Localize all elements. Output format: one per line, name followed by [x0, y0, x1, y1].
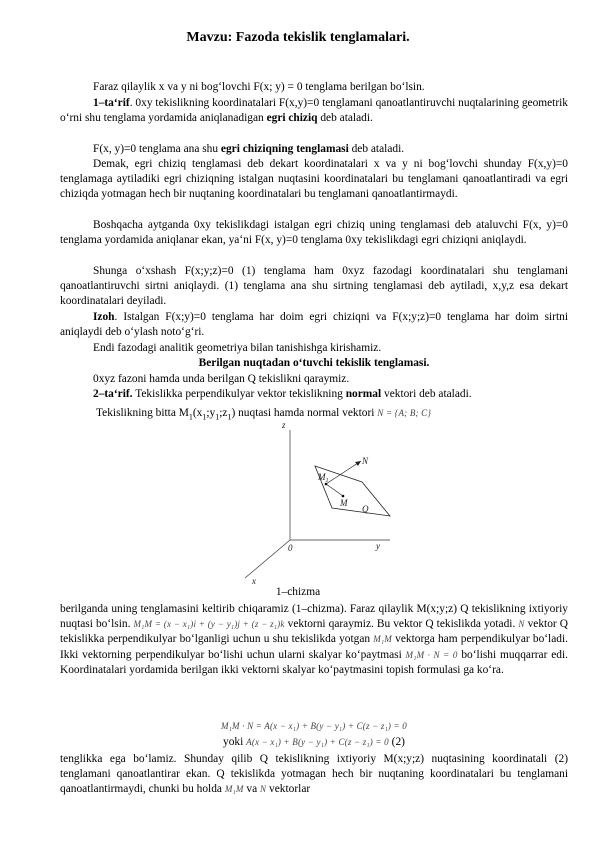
- conclusion-n: N: [260, 784, 267, 795]
- definition-1-text-a: . 0xy tekislikning koordinatalari F(x,y)=0 tenglamani qanoatlantiruvchi nuqtalarining geometrik o‘rni shu tenglama yordamida aniqlanadigan: [60, 97, 568, 125]
- equation-1: [60, 719, 568, 734]
- conclusion-m1m: M₁M: [224, 784, 244, 795]
- definition-1-text-b: deb ataladi.: [317, 112, 373, 125]
- derivation-b: vektorni qaraymiz. Bu vektor Q tekislikda yotadi.: [284, 618, 519, 631]
- given-point-b: (x: [192, 407, 203, 419]
- section-subtitle: [60, 356, 568, 371]
- derivation-c: vektor Q tekislikka perpendikulyar bo‘lganligi uchun u shu tekislikda yotgan: [60, 618, 568, 646]
- paragraph-definition-1: [60, 96, 568, 126]
- surface-text: Shunga o‘xshash F(x;y;z)=0 (1) tenglama ham 0xyz fazodagi koordinatalari shu tenglamani qanoatlantiruvchi sirtni aniqlaydi. (1) tenglama ana shu sirtning tenglamasi deb aytiladi, x,y,z esa dekart koordinatalari deyiladi.: [60, 265, 568, 308]
- definition-2-text-b: vektori deb ataladi.: [381, 388, 472, 400]
- curve-eq-text-a: F(x, y)=0 tenglama ana shu: [93, 143, 221, 155]
- equation-2: [60, 735, 568, 750]
- given-point-a: Tekislikning bitta M: [96, 407, 189, 419]
- label-y: y: [376, 541, 380, 551]
- label-origin: 0: [288, 543, 293, 553]
- definition-2-bold: normal: [345, 388, 382, 400]
- given-point-c: ;y: [206, 407, 216, 419]
- derivation-e: bo‘lishi muqqarrar edi. Koordinatalari yordamida berilgan ikki vektorni skalyar ko‘paytmasini topish formulasi ga ko‘ra.: [60, 648, 568, 676]
- note-label: Izoh: [93, 311, 115, 323]
- paragraph-endi: [60, 341, 568, 356]
- plane-q: [315, 466, 390, 516]
- paragraph-definition-2: [60, 387, 568, 402]
- given-point-d: ;z: [219, 407, 228, 419]
- equation-2-prefix: yoki: [223, 736, 247, 748]
- plane-normal-figure: [230, 418, 410, 586]
- label-n: N: [362, 456, 369, 466]
- paragraph-demak: [60, 157, 568, 203]
- page-title: Mavzu: Fazoda tekislik tenglamalari.: [186, 30, 410, 45]
- definition-1-label: 1–ta‘rif: [93, 97, 130, 109]
- figure-caption: 1–chizma: [275, 586, 321, 598]
- vector-m1m: [326, 484, 343, 496]
- definition-1-bold: egri chiziq: [266, 112, 318, 125]
- boshqacha-text: Boshqacha aytganda 0xy tekislikdagi istalgan egri chiziq uning tenglamasi deb ataluvchi F(x, y)=0 tenglama yordamida aniqlanar ekan, ya‘ni F(x, y)=0 tenglama 0xy tekislikdagi egri chiziqni aniqlaydi.: [60, 219, 568, 247]
- curve-eq-text-b: deb ataladi.: [348, 143, 405, 155]
- demak-text: Demak, egri chiziq tenglamasi deb dekart koordinatalari x va y ni bog‘lovchi shunday F(x,y)=0 tenglamaga aytiladiki egri chiziqning istalgan nuqtasini koordinatalari bu tenglamani qanoatlantiradi va egri chiziqda yotmagan hech bir nuqtaning koordinatalari bu tenglamani qanoatlantirmaydi.: [60, 158, 568, 201]
- x-axis: [245, 540, 290, 578]
- paragraph-derivation: [60, 602, 568, 678]
- paragraph-given-point: Tekislikning bitta $M_1(x_1;y_1;z_1)$ nuqtasi hamda normal vektori N = {A; B; C}: [96, 407, 432, 422]
- vector-n-inline: N: [518, 619, 525, 630]
- vector-n: [326, 461, 361, 484]
- normal-vector-formula: N = {A; B; C}: [377, 408, 432, 418]
- derivation-d: vektorga ham perpendikulyar bo‘ladi. Ikki vektorning perpendikulyar bo‘lishi uchun ularni skalyar ko‘paytmasi: [60, 633, 568, 661]
- label-m1-sub: 1: [325, 478, 329, 484]
- vector-n-arrowhead: [355, 461, 361, 466]
- label-m1-main: M: [318, 472, 326, 482]
- paragraph-conclusion: [60, 752, 568, 798]
- vector-m1m-formula: M₁M = (x − x₁)i + (y − y₁)j + (z − z₁)k: [133, 619, 285, 630]
- label-m: M: [340, 498, 348, 508]
- label-x: x: [252, 576, 256, 586]
- equation-1-text: M₁M · N = A(x − x₁) + B(y − y₁) + C(z − z₁) = 0: [221, 721, 407, 731]
- conclusion-b: va: [243, 783, 260, 796]
- equation-2-text: A(x − x₁) + B(y − y₁) + C(z − z₁) = 0: [246, 737, 389, 747]
- intro-text: Faraz qilaylik x va y ni bog‘lovchi F(x; y) = 0 tenglama berilgan bo‘lsin.: [93, 81, 425, 93]
- endi-text: Endi fazodagi analitik geometriya bilan tanishishga kirishamiz.: [93, 342, 382, 354]
- curve-eq-bold: egri chiziqning tenglamasi: [220, 143, 349, 155]
- given-point-e: ) nuqtasi hamda normal vektori: [231, 407, 378, 419]
- paragraph-curve-equation: [60, 142, 568, 157]
- note-text: . Istalgan F(x;y)=0 tenglama har doim egri chiziqni va F(x;y;z)=0 tenglama har doim sirtni aniqlaydi deb o‘ylash noto‘g‘ri.: [60, 311, 568, 339]
- scalar-product-inline: M₁M · N = 0: [405, 649, 458, 660]
- definition-2-label: 2–ta‘rif.: [93, 388, 133, 400]
- paragraph-boshqacha: [60, 218, 568, 248]
- vector-m1m-inline: M₁M: [373, 634, 392, 645]
- paragraph-intro: [60, 80, 568, 95]
- subtitle-text: Berilgan nuqtadan o‘tuvchi tekislik tenglamasi.: [198, 357, 430, 369]
- label-q: Q: [362, 504, 369, 514]
- conclusion-a: tenglikka ega bo‘lamiz. Shunday qilib Q tekislikning ixtiyoriy M(x;y;z) nuqtasining koordinatali (2) tenglamani qanoatlantirar ekan. Q tekislikda yotmagan hech bir nuqtaning koordinatalari bu tenglamani qanoatlantirmaydi, chunki bu holda: [60, 753, 568, 796]
- conclusion-c: vektorlar: [266, 783, 311, 796]
- equation-2-number: (2): [388, 736, 405, 748]
- derivation-a: berilganda uning tenglamasini keltirib chiqaramiz (1–chizma). Faraz qilaylik M(x;y;z) Q tekislikning ixtiyoriy nuqtasi bo‘lsin.: [60, 603, 568, 631]
- paragraph-note: [60, 310, 568, 340]
- label-z: z: [282, 420, 286, 430]
- definition-2-text-a: Tekislikka perpendikulyar vektor tekislikning: [132, 388, 346, 400]
- paragraph-space: [60, 372, 568, 387]
- space-text: 0xyz fazoni hamda unda berilgan Q tekislikni qaraymiz.: [93, 373, 350, 385]
- paragraph-surface: [60, 264, 568, 310]
- label-m1: [317, 472, 329, 484]
